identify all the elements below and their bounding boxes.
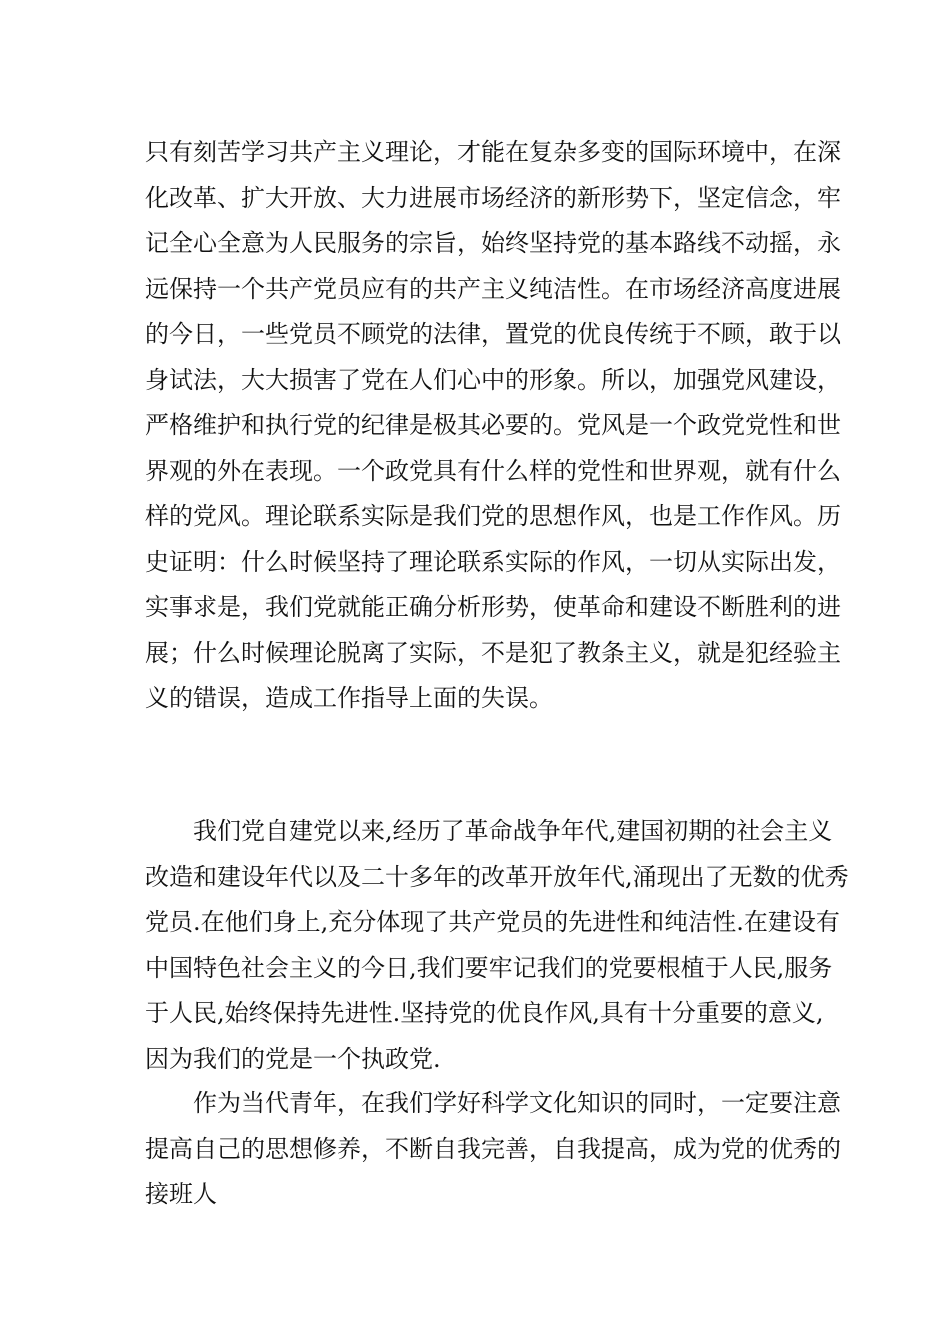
paragraph-line: 实事求是，我们党就能正确分析形势，使革命和建设不断胜利的进 <box>145 593 841 621</box>
paragraph-line: 接班人 <box>145 1180 217 1208</box>
paragraph-line: 样的党风。理论联系实际是我们党的思想作风，也是工作作风。历 <box>145 502 841 530</box>
paragraph-line: 记全心全意为人民服务的宗旨，始终坚持党的基本路线不动摇，永 <box>145 229 841 257</box>
paragraph-line: 义的错误，造成工作指导上面的失误。 <box>145 684 553 712</box>
paragraph-line: 中国特色社会主义的今日,我们要牢记我们的党要根植于人民,服务 <box>145 953 833 982</box>
paragraph-line: 只有刻苦学习共产主义理论，才能在复杂多变的国际环境中，在深 <box>145 138 841 166</box>
paragraph-line: 展；什么时候理论脱离了实际，不是犯了教条主义，就是犯经验主 <box>145 638 841 667</box>
paragraph-line: 于人民,始终保持先进性.坚持党的优良作风,具有十分重要的意义, <box>145 999 824 1027</box>
paragraph-line: 史证明：什么时候坚持了理论联系实际的作风，一切从实际出发， <box>145 547 841 576</box>
paragraph-line: 我们党自建党以来,经历了革命战争年代,建国初期的社会主义 <box>193 817 833 845</box>
paragraph-line: 远保持一个共产党员应有的共产主义纯洁性。在市场经济高度进展 <box>145 274 841 303</box>
paragraph-line: 因为我们的党是一个执政党. <box>145 1044 441 1073</box>
paragraph-line: 提高自己的思想修养，不断自我完善，自我提高，成为党的优秀的 <box>145 1134 841 1163</box>
paragraph-line: 身试法，大大损害了党在人们心中的形象。所以，加强党风建设， <box>145 365 841 394</box>
paragraph-3 <box>145 1081 841 1218</box>
paragraph-line: 界观的外在表现。一个政党具有什么样的党性和世界观，就有什么 <box>145 456 841 485</box>
paragraph-2 <box>145 809 849 1082</box>
paragraph-1 <box>145 130 841 722</box>
paragraph-line: 党员.在他们身上,充分体现了共产党员的先进性和纯洁性.在建设有 <box>145 908 840 936</box>
paragraph-line: 化改革、扩大开放、大力进展市场经济的新形势下，坚定信念，牢 <box>145 183 841 212</box>
paragraph-line: 作为当代青年，在我们学好科学文化知识的同时，一定要注意 <box>193 1089 841 1117</box>
paragraph-line: 改造和建设年代以及二十多年的改革开放年代,涌现出了无数的优秀 <box>145 862 849 891</box>
paragraph-line: 严格维护和执行党的纪律是极其必要的。党风是一个政党党性和世 <box>145 411 841 439</box>
paragraph-line: 的今日，一些党员不顾党的法律，置党的优良传统于不顾，敢于以 <box>145 320 841 348</box>
